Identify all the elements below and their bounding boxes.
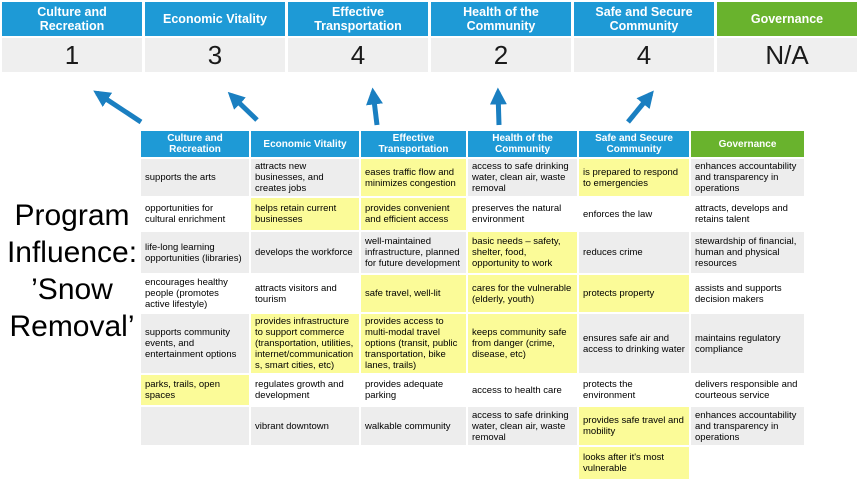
up-arrow-icon bbox=[628, 94, 651, 122]
summary-score-health-community: 2 bbox=[431, 38, 571, 72]
summary-header-safe-secure-community: Safe and Secure Community bbox=[574, 2, 714, 36]
matrix-cell bbox=[467, 446, 578, 480]
arrow-group bbox=[0, 80, 859, 135]
matrix-cell: attracts new businesses, and creates jobs bbox=[250, 158, 360, 197]
matrix-cell: attracts, develops and retains talent bbox=[690, 197, 805, 231]
summary-score-culture-recreation: 1 bbox=[2, 38, 142, 72]
matrix-cell-highlighted: provides infrastructure to support commerce (transportation, utilities, internet/communications, smart cities, etc) bbox=[250, 313, 360, 374]
table-row bbox=[140, 406, 805, 446]
matrix-column-header: Safe and Secure Community bbox=[578, 130, 690, 158]
table-row bbox=[140, 158, 805, 197]
matrix-cell bbox=[360, 446, 467, 480]
matrix-cell-highlighted: parks, trails, open spaces bbox=[140, 374, 250, 406]
matrix-cell-highlighted: safe travel, well-lit bbox=[360, 274, 467, 313]
up-arrow-icon bbox=[498, 92, 499, 125]
matrix-cell: stewardship of financial, human and physical resources bbox=[690, 231, 805, 274]
matrix-cell: preserves the natural environment bbox=[467, 197, 578, 231]
matrix-cell-highlighted: is prepared to respond to emergencies bbox=[578, 158, 690, 197]
program-influence-line: Removal’ bbox=[9, 310, 135, 343]
summary-band bbox=[2, 2, 857, 72]
table-row bbox=[140, 274, 805, 313]
matrix-cell-highlighted: eases traffic flow and minimizes congestion bbox=[360, 158, 467, 197]
program-influence-line: ’Snow bbox=[31, 273, 113, 306]
matrix-cell: access to safe drinking water, clean air, waste removal bbox=[467, 158, 578, 197]
matrix-cell: enforces the law bbox=[578, 197, 690, 231]
matrix-column-header: Governance bbox=[690, 130, 805, 158]
matrix-column-header: Economic Vitality bbox=[250, 130, 360, 158]
matrix-cell: maintains regulatory compliance bbox=[690, 313, 805, 374]
matrix-cell: regulates growth and development bbox=[250, 374, 360, 406]
summary-header-governance: Governance bbox=[717, 2, 857, 36]
matrix-column-header: Effective Transportation bbox=[360, 130, 467, 158]
matrix-cell: well-maintained infrastructure, planned for future development bbox=[360, 231, 467, 274]
summary-score-effective-transportation: 4 bbox=[288, 38, 428, 72]
matrix-cell-highlighted: provides convenient and efficient access bbox=[360, 197, 467, 231]
matrix-cell-highlighted: helps retain current businesses bbox=[250, 197, 360, 231]
matrix-cell: assists and supports decision makers bbox=[690, 274, 805, 313]
table-row bbox=[140, 374, 805, 406]
matrix-cell-highlighted: provides safe travel and mobility bbox=[578, 406, 690, 446]
matrix-cell: walkable community bbox=[360, 406, 467, 446]
matrix-cell: provides adequate parking bbox=[360, 374, 467, 406]
up-arrow-icon bbox=[231, 95, 257, 120]
matrix-cell bbox=[140, 446, 250, 480]
matrix-cell: life-long learning opportunities (libraries) bbox=[140, 231, 250, 274]
matrix-cell: ensures safe air and access to drinking water bbox=[578, 313, 690, 374]
matrix-column-header: Culture and Recreation bbox=[140, 130, 250, 158]
matrix-cell: develops the workforce bbox=[250, 231, 360, 274]
matrix-cell bbox=[250, 446, 360, 480]
matrix-cell: access to health care bbox=[467, 374, 578, 406]
summary-score-economic-vitality: 3 bbox=[145, 38, 285, 72]
matrix-cell bbox=[690, 446, 805, 480]
matrix-cell: enhances accountability and transparency in operations bbox=[690, 158, 805, 197]
matrix-cell: supports community events, and entertainment options bbox=[140, 313, 250, 374]
matrix-cell: enhances accountability and transparency in operations bbox=[690, 406, 805, 446]
influence-matrix bbox=[140, 130, 805, 480]
matrix-column-header: Health of the Community bbox=[467, 130, 578, 158]
matrix-cell-highlighted: protects property bbox=[578, 274, 690, 313]
matrix-header-row bbox=[140, 130, 805, 158]
matrix-cell-highlighted: basic needs – safety, shelter, food, opportunity to work bbox=[467, 231, 578, 274]
summary-header-health-community: Health of the Community bbox=[431, 2, 571, 36]
up-arrow-icon bbox=[97, 93, 141, 122]
matrix-cell-highlighted: keeps community safe from danger (crime, disease, etc) bbox=[467, 313, 578, 374]
summary-score-governance: N/A bbox=[717, 38, 857, 72]
matrix-cell-highlighted: looks after it's most vulnerable bbox=[578, 446, 690, 480]
matrix-cell: opportunities for cultural enrichment bbox=[140, 197, 250, 231]
table-row bbox=[140, 231, 805, 274]
matrix-cell-highlighted: provides access to multi-modal travel options (transit, public transportation, bike lanes, trails) bbox=[360, 313, 467, 374]
matrix-cell: protects the environment bbox=[578, 374, 690, 406]
matrix-cell: supports the arts bbox=[140, 158, 250, 197]
program-influence-label bbox=[0, 197, 144, 345]
matrix-cell: encourages healthy people (promotes active lifestyle) bbox=[140, 274, 250, 313]
table-row bbox=[140, 446, 805, 480]
program-influence-line: Influence: bbox=[6, 236, 138, 269]
matrix-cell: vibrant downtown bbox=[250, 406, 360, 446]
influence-matrix-wrap bbox=[140, 130, 805, 480]
matrix-cell: delivers responsible and courteous service bbox=[690, 374, 805, 406]
matrix-cell bbox=[140, 406, 250, 446]
summary-header-effective-transportation: Effective Transportation bbox=[288, 2, 428, 36]
summary-score-safe-secure-community: 4 bbox=[574, 38, 714, 72]
summary-header-culture-recreation: Culture and Recreation bbox=[2, 2, 142, 36]
table-row bbox=[140, 197, 805, 231]
matrix-cell: access to safe drinking water, clean air, waste removal bbox=[467, 406, 578, 446]
matrix-cell: attracts visitors and tourism bbox=[250, 274, 360, 313]
program-influence-line: Program bbox=[14, 199, 130, 232]
matrix-cell: reduces crime bbox=[578, 231, 690, 274]
table-row bbox=[140, 313, 805, 374]
matrix-cell-highlighted: cares for the vulnerable (elderly, youth) bbox=[467, 274, 578, 313]
summary-header-economic-vitality: Economic Vitality bbox=[145, 2, 285, 36]
up-arrow-icon bbox=[373, 92, 377, 125]
